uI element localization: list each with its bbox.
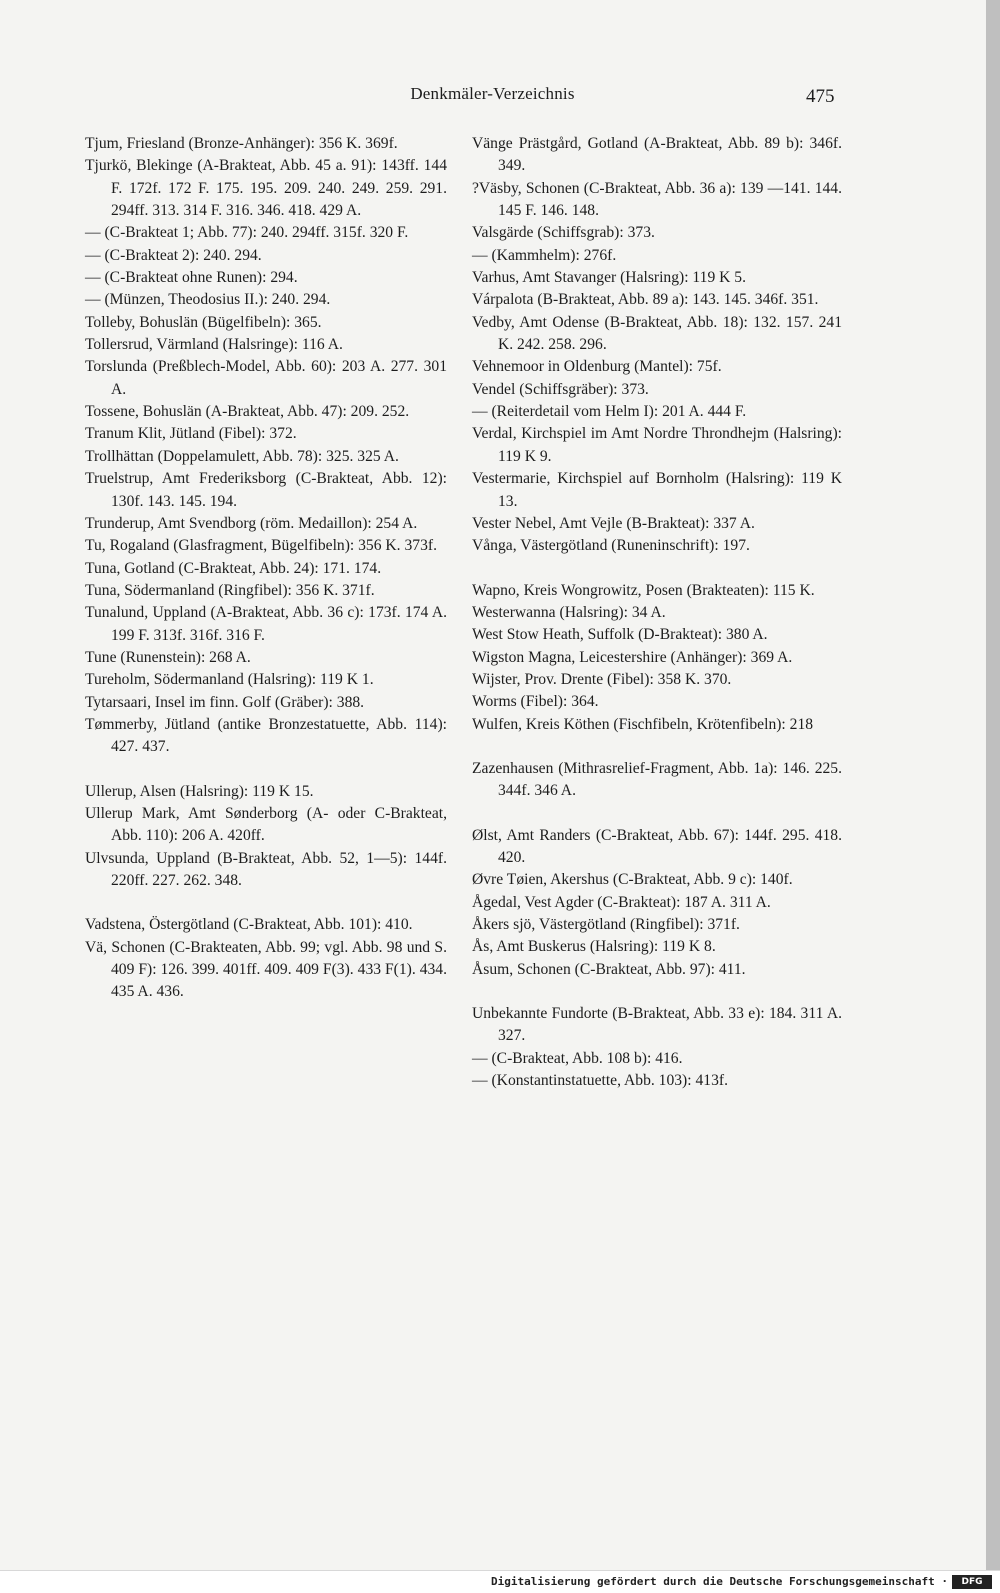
index-column-right bbox=[472, 133, 842, 1092]
index-entry: — (C-Brakteat 2): 240. 294. bbox=[85, 246, 262, 264]
page-number: 475 bbox=[806, 86, 835, 107]
index-entry: West Stow Heath, Suffolk (D-Brakteat): 380 A. bbox=[472, 626, 768, 644]
index-entry: Vånga, Västergötland (Runeninschrift): 197. bbox=[472, 537, 750, 555]
index-entry: Worms (Fibel): 364. bbox=[472, 693, 599, 711]
index-entry: Vä, Schonen (C-Brakteaten, Abb. 99; vgl. Abb. 98 und S. 409 F): 126. 399. 401ff. 409. 409 F(3). 433 F(1). 434. 435 A. 436. bbox=[85, 938, 447, 1001]
index-entry: Valsgärde (Schiffsgrab): 373. bbox=[472, 224, 655, 242]
index-entry: Åsum, Schonen (C-Brakteat, Abb. 97): 411. bbox=[472, 960, 746, 978]
index-entry: Tømmerby, Jütland (antike Bronzestatuette, Abb. 114): 427. 437. bbox=[85, 715, 447, 756]
index-entry: Westerwanna (Halsring): 34 A. bbox=[472, 603, 666, 621]
index-entry: Vänge Prästgård, Gotland (A-Brakteat, Abb. 89 b): 346f. 349. bbox=[472, 135, 842, 175]
index-entry: Tuna, Gotland (C-Brakteat, Abb. 24): 171. 174. bbox=[85, 559, 382, 577]
index-entry: Wigston Magna, Leicestershire (Anhänger): 369 A. bbox=[472, 648, 793, 666]
index-column-left bbox=[85, 133, 447, 1004]
dfg-logo-icon: DFG bbox=[952, 1575, 992, 1589]
index-entry: Trollhättan (Doppelamulett, Abb. 78): 325. 325 A. bbox=[85, 447, 399, 465]
index-entry: Trunderup, Amt Svendborg (röm. Medaillon): 254 A. bbox=[85, 514, 418, 532]
index-entry: — (C-Brakteat ohne Runen): 294. bbox=[85, 269, 298, 287]
index-entry: Wulfen, Kreis Köthen (Fischfibeln, Krötenfibeln): 218 bbox=[472, 715, 814, 733]
index-entry: Ulvsunda, Uppland (B-Brakteat, Abb. 52, 1—5): 144f. 220ff. 227. 262. 348. bbox=[85, 849, 447, 889]
index-entry: Tranum Klit, Jütland (Fibel): 372. bbox=[85, 425, 297, 443]
index-entry: — (Konstantinstatuette, Abb. 103): 413f. bbox=[472, 1072, 728, 1090]
index-entry: Tolleby, Bohuslän (Bügelfibeln): 365. bbox=[85, 313, 322, 331]
index-entry: Tytarsaari, Insel im finn. Golf (Gräber): 388. bbox=[85, 693, 365, 711]
index-entry: Wapno, Kreis Wongrowitz, Posen (Brakteaten): 115 K. bbox=[472, 581, 815, 599]
index-entry: Unbekannte Fundorte (B-Brakteat, Abb. 33 e): 184. 311 A. 327. bbox=[472, 1005, 842, 1045]
index-entry: — (Münzen, Theodosius II.): 240. 294. bbox=[85, 291, 331, 309]
index-entry: Tunalund, Uppland (A-Brakteat, Abb. 36 c): 173f. 174 A. 199 F. 313f. 316f. 316 F. bbox=[85, 604, 447, 644]
index-entry: Vadstena, Östergötland (C-Brakteat, Abb. 101): 410. bbox=[85, 916, 413, 934]
index-entry: — (C-Brakteat, Abb. 108 b): 416. bbox=[472, 1049, 683, 1067]
index-entry: Ullerup, Alsen (Halsring): 119 K 15. bbox=[85, 782, 314, 800]
index-entry: Tollersrud, Värmland (Halsringe): 116 A. bbox=[85, 336, 343, 354]
index-entry: Tossene, Bohuslän (A-Brakteat, Abb. 47): 209. 252. bbox=[85, 403, 410, 421]
index-entry: Tune (Runenstein): 268 A. bbox=[85, 648, 251, 666]
index-entry: Truelstrup, Amt Frederiksborg (C-Brakteat, Abb. 12): 130f. 143. 145. 194. bbox=[85, 470, 447, 510]
index-entry: Åkers sjö, Västergötland (Ringfibel): 371f. bbox=[472, 916, 740, 933]
index-entry: Tuna, Södermanland (Ringfibel): 356 K. 371f. bbox=[85, 581, 375, 599]
index-entry: Vehnemoor in Oldenburg (Mantel): 75f. bbox=[472, 358, 722, 376]
scan-edge bbox=[986, 0, 1000, 1570]
index-entry: Vestermarie, Kirchspiel auf Bornholm (Halsring): 119 K 13. bbox=[472, 470, 842, 510]
index-entry: Ågedal, Vest Agder (C-Brakteat): 187 A. 311 A. bbox=[472, 893, 771, 911]
index-entry: Øvre Tøien, Akershus (C-Brakteat, Abb. 9 c): 140f. bbox=[472, 871, 793, 889]
index-entry: Tjurkö, Blekinge (A-Brakteat, Abb. 45 a. 91): 143ff. 144 F. 172f. 172 F. 175. 195. 209. 240. 249. 259. 291. 294ff. 313. 314 F. 316. 346. 418. 429 A. bbox=[85, 157, 447, 220]
index-entry: Ølst, Amt Randers (C-Brakteat, Abb. 67): 144f. 295. 418. 420. bbox=[472, 826, 842, 866]
index-entry: Verdal, Kirchspiel im Amt Nordre Throndhejm (Halsring): 119 K 9. bbox=[472, 425, 842, 465]
index-entry: Tureholm, Södermanland (Halsring): 119 K 1. bbox=[85, 671, 374, 689]
index-entry: Vester Nebel, Amt Vejle (B-Brakteat): 337 A. bbox=[472, 514, 755, 532]
index-entry: — (Reiterdetail vom Helm I): 201 A. 444 F. bbox=[472, 403, 747, 421]
index-entry: Tjum, Friesland (Bronze-Anhänger): 356 K. 369f. bbox=[85, 135, 398, 152]
index-entry: Torslunda (Preßblech-Model, Abb. 60): 203 A. 277. 301 A. bbox=[85, 358, 447, 398]
index-entry: ?Väsby, Schonen (C-Brakteat, Abb. 36 a): 139 —141. 144. 145 F. 146. 148. bbox=[472, 179, 842, 220]
index-entry: Vendel (Schiffsgräber): 373. bbox=[472, 380, 649, 398]
footer-credit: Digitalisierung gefördert durch die Deutsche Forschungsgemeinschaft · bbox=[491, 1575, 948, 1588]
index-entry: Ås, Amt Buskerus (Halsring): 119 K 8. bbox=[472, 938, 716, 956]
digitization-footer bbox=[0, 1570, 1000, 1593]
running-head: Denkmäler-Verzeichnis bbox=[410, 84, 575, 103]
index-entry: Zazenhausen (Mithrasrelief-Fragment, Abb. 1a): 146. 225. 344f. 346 A. bbox=[472, 759, 842, 800]
index-entry: Vedby, Amt Odense (B-Brakteat, Abb. 18): 132. 157. 241 K. 242. 258. 296. bbox=[472, 313, 842, 354]
index-entry: Varhus, Amt Stavanger (Halsring): 119 K 5. bbox=[472, 269, 747, 287]
index-entry: — (C-Brakteat 1; Abb. 77): 240. 294ff. 315f. 320 F. bbox=[85, 224, 409, 242]
index-entry: Ullerup Mark, Amt Sønderborg (A- oder C-Brakteat, Abb. 110): 206 A. 420ff. bbox=[85, 804, 447, 845]
index-entry: — (Kammhelm): 276f. bbox=[472, 246, 617, 264]
index-entry: Wijster, Prov. Drente (Fibel): 358 K. 370. bbox=[472, 670, 732, 688]
index-entry: Tu, Rogaland (Glasfragment, Bügelfibeln): 356 K. 373f. bbox=[85, 537, 437, 555]
index-entry: Várpalota (B-Brakteat, Abb. 89 a): 143. 145. 346f. 351. bbox=[472, 291, 819, 309]
